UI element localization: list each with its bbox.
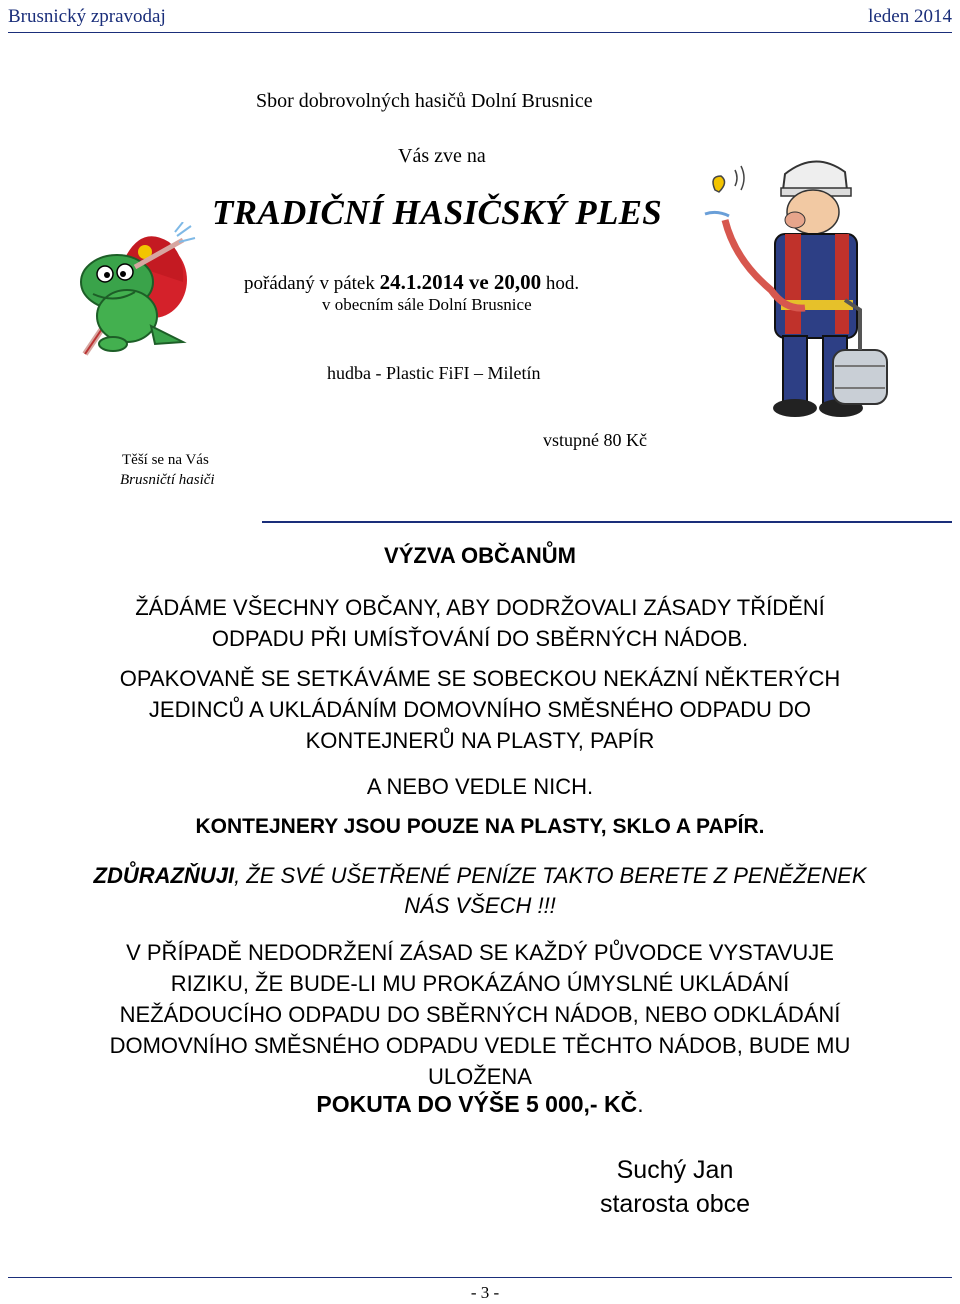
text-line: NÁS VŠECH !!! — [404, 893, 556, 918]
footer-rule — [8, 1277, 952, 1278]
invitation-organizer: Sbor dobrovolných hasičů Dolní Brusnice — [256, 90, 593, 112]
text-line: DOMOVNÍHO SMĚSNÉHO ODPADU VEDLE TĚCHTO NÁDOB, BUDE MU — [109, 1033, 851, 1058]
invitation-greeting: Těší se na Vás — [122, 452, 209, 468]
newsletter-title: Brusnický zpravodaj — [8, 6, 166, 27]
notice-containers-statement: KONTEJNERY JSOU POUZE NA PLASTY, SKLO A PAPÍR. — [195, 815, 765, 838]
firefighter-with-keg-illustration — [695, 150, 905, 430]
text-line: V PŘÍPADĚ NEDODRŽENÍ ZÁSAD SE KAŽDÝ PŮVODCE VYSTAVUJE — [126, 940, 834, 965]
event-music: hudba - Plastic FiFI – Miletín — [327, 363, 541, 383]
section-separator — [262, 521, 952, 523]
notice-paragraph-2-end: A NEBO VEDLE NICH. — [366, 774, 594, 799]
emphasis-rest: , ŽE SVÉ UŠETŘENÉ PENÍZE TAKTO BERETE Z PENĚŽENEK — [234, 863, 867, 888]
notice-emphasis — [0, 861, 960, 921]
header-rule — [8, 32, 952, 33]
page-number: - 3 - — [470, 1283, 500, 1302]
notice-title: VÝZVA OBČANŮM — [384, 543, 576, 568]
notice-paragraph-1 — [0, 592, 960, 654]
event-date-prefix: pořádaný v pátek — [244, 273, 375, 294]
text-line — [0, 861, 960, 891]
event-fee: vstupné 80 Kč — [543, 430, 647, 450]
event-title: TRADIČNÍ HASIČSKÝ PLES — [212, 193, 663, 232]
signature-role: starosta obce — [599, 1190, 751, 1218]
text-line: ULOŽENA — [428, 1064, 532, 1089]
text-line: NEŽÁDOUCÍHO ODPADU DO SBĚRNÝCH NÁDOB, NEBO ODKLÁDÁNÍ — [119, 1002, 841, 1027]
notice-paragraph-2 — [0, 663, 960, 756]
text-line: ŽÁDÁME VŠECHNY OBČANY, ABY DODRŽOVALI ZÁSADY TŘÍDĚNÍ — [135, 595, 825, 620]
text-line: RIZIKU, ŽE BUDE-LI MU PROKÁZÁNO ÚMYSLNÉ UKLÁDÁNÍ — [170, 971, 790, 996]
event-date-value: 24.1.2014 ve 20,00 — [379, 270, 542, 294]
text-line: ODPADU PŘI UMÍSŤOVÁNÍ DO SBĚRNÝCH NÁDOB. — [211, 626, 749, 651]
event-date — [244, 270, 579, 295]
notice-penalty-paragraph — [0, 937, 960, 1092]
text-line: OPAKOVANĚ SE SETKÁVÁME SE SOBECKOU NEKÁZNÍ NĚKTERÝCH — [119, 666, 841, 691]
event-place: v obecním sále Dolní Brusnice — [322, 295, 532, 314]
invitation-signature: Brusničtí hasiči — [120, 472, 215, 488]
issue-date: leden 2014 — [868, 6, 952, 27]
invitation-invites: Vás zve na — [398, 145, 486, 167]
notice-fine — [0, 1091, 960, 1118]
text-line: JEDINCŮ A UKLÁDÁNÍM DOMOVNÍHO SMĚSNÉHO ODPADU DO — [148, 697, 812, 722]
dragon-firefighter-illustration — [65, 222, 200, 362]
event-date-suffix: hod. — [545, 273, 580, 294]
fine-amount: POKUTA DO VÝŠE 5 000,- KČ — [316, 1091, 638, 1117]
text-line: KONTEJNERŮ NA PLASTY, PAPÍR — [305, 728, 655, 753]
fine-period: . — [637, 1091, 644, 1117]
signature-name: Suchý Jan — [616, 1156, 734, 1184]
emphasis-word: ZDŮRAZŇUJI — [93, 863, 235, 888]
